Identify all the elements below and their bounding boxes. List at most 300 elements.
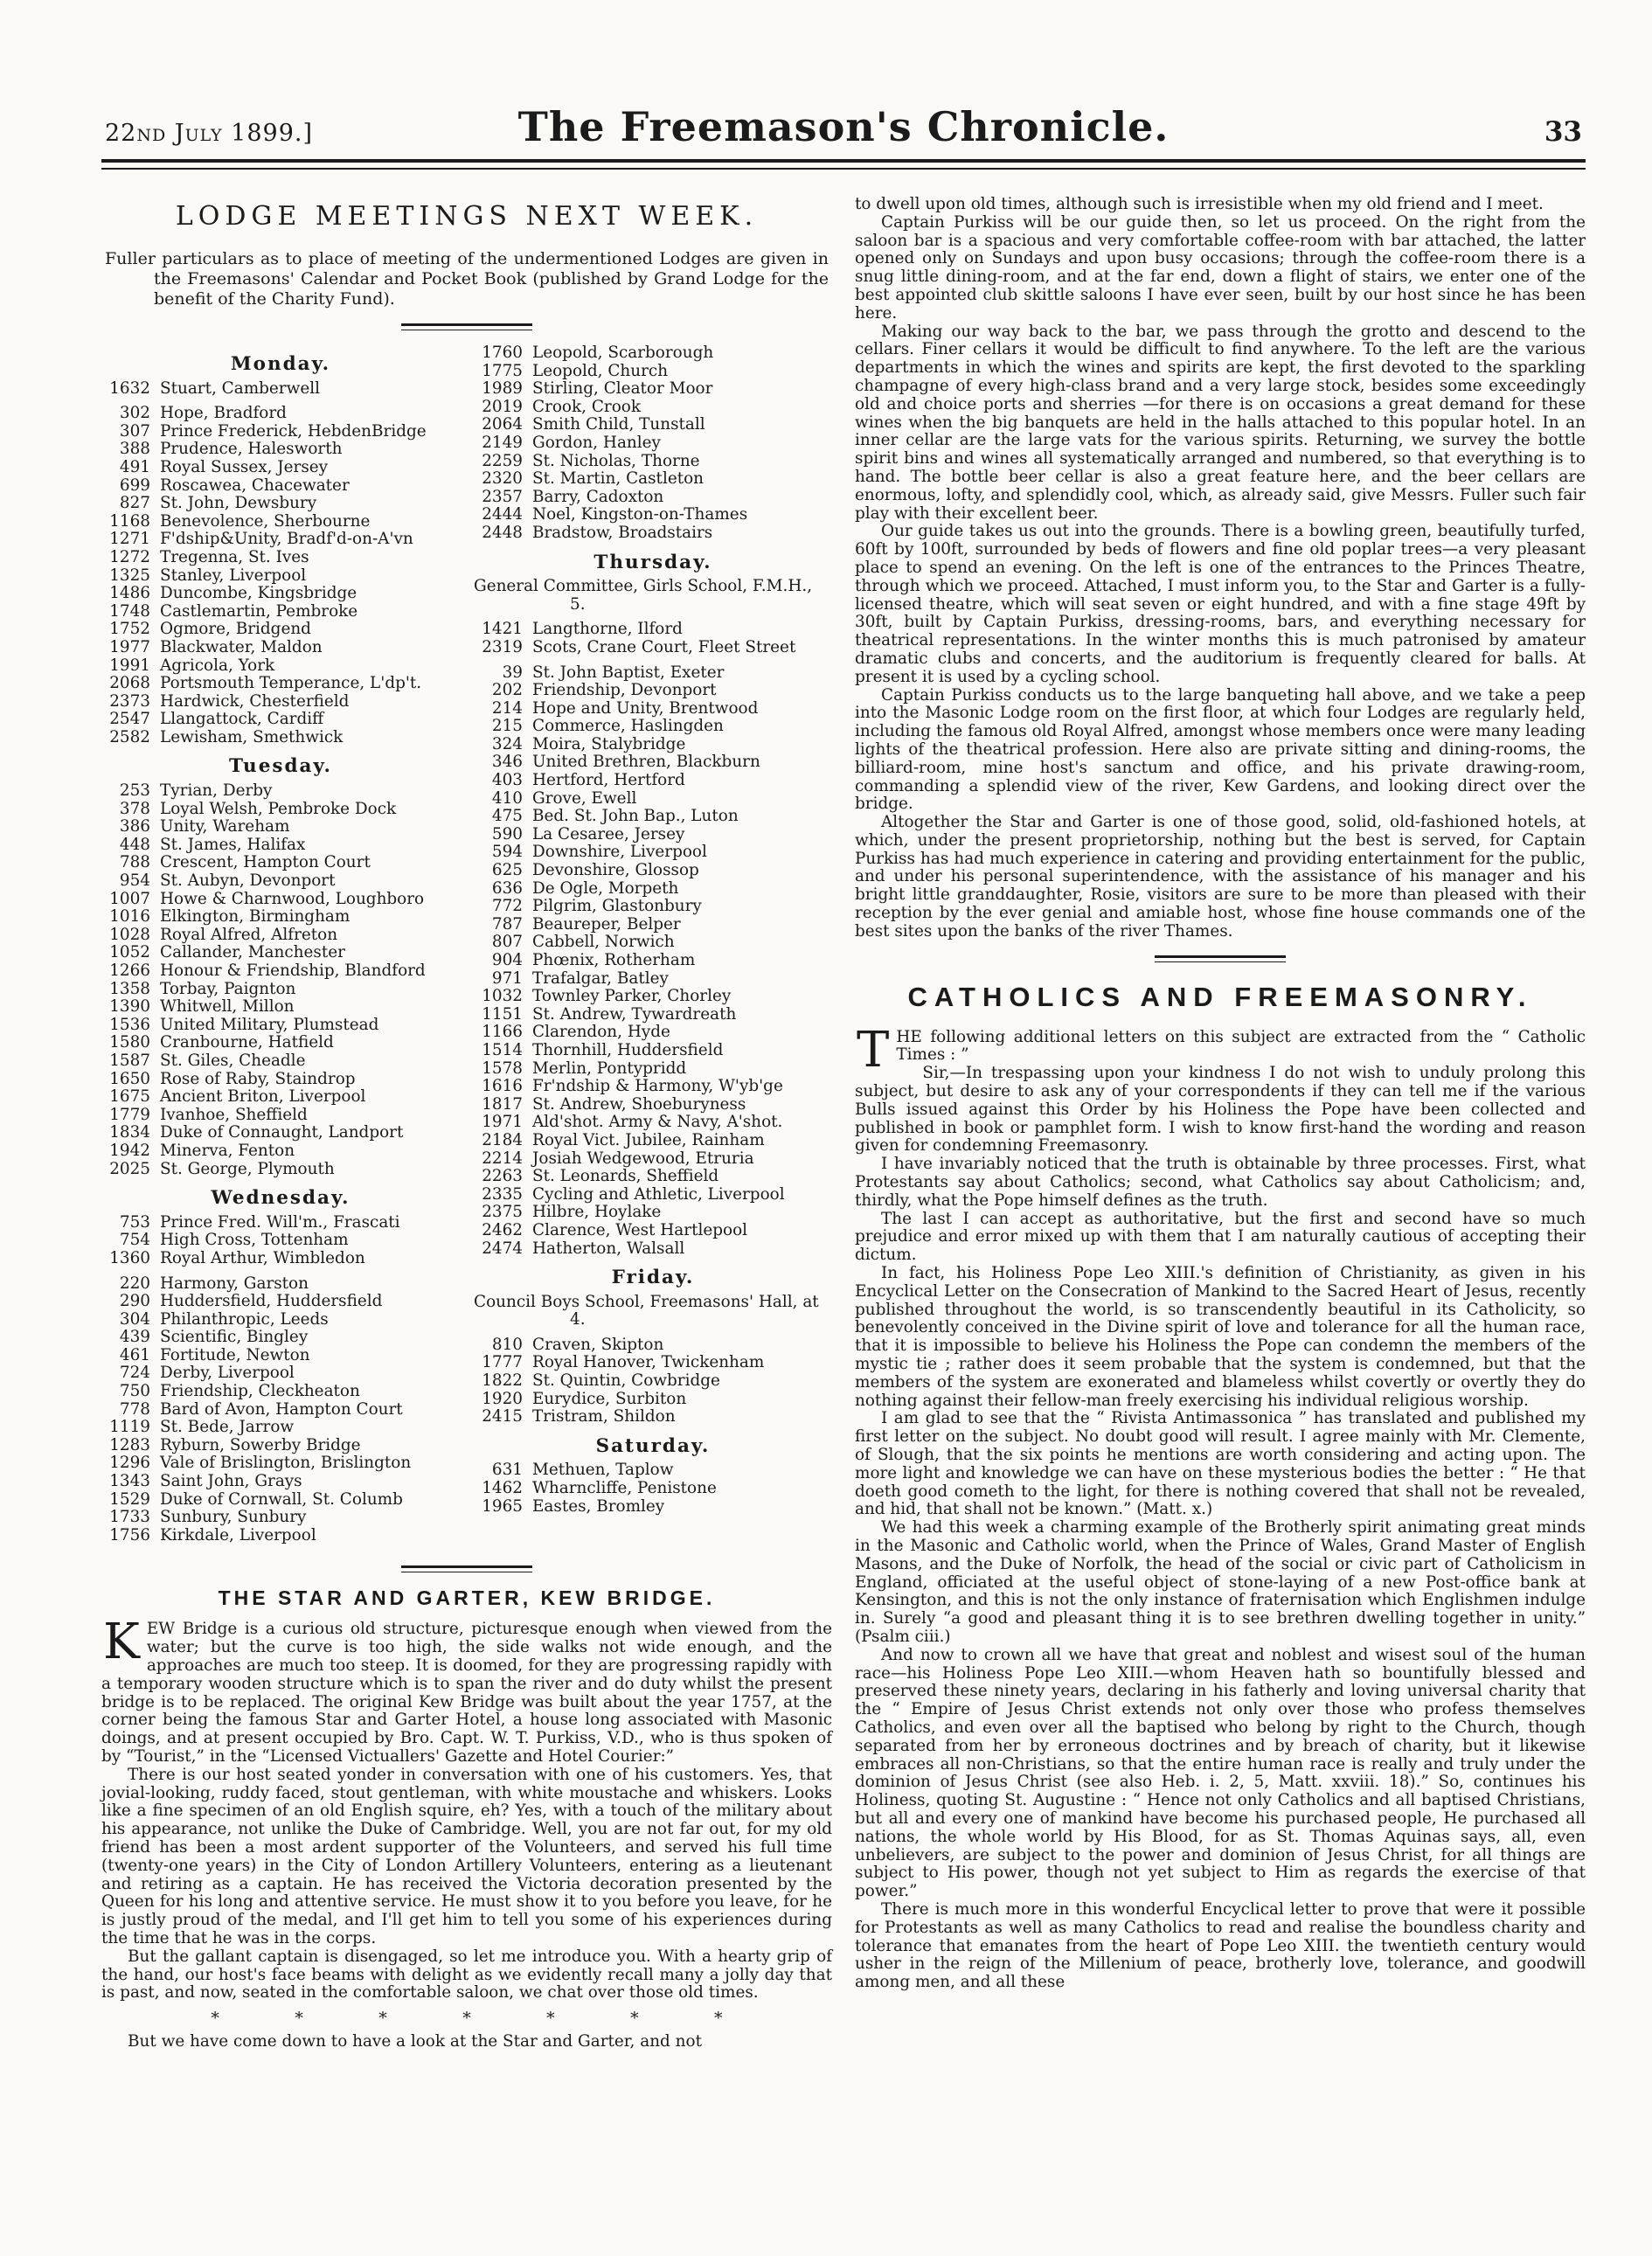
lodge-number: 778 [119,1399,150,1419]
lodge-name: Beaureper, Belper [532,914,681,934]
lodge-item [101,1088,460,1107]
lodge-number: 1390 [109,997,150,1017]
lodge-item [474,1078,832,1096]
star-garter-title: THE STAR AND GARTER, KEW BRIDGE. [218,1586,716,1610]
lodge-number: 403 [491,771,523,790]
lodge-number: 2184 [482,1130,523,1149]
lodge-name: Philanthropic, Leeds [160,1309,329,1329]
lodge-number: 1272 [109,547,150,566]
lodge-name: Thornhill, Huddersfield [532,1040,724,1059]
lodge-number: 1760 [482,344,523,362]
lodge-item [474,363,832,381]
catholics-paragraphs [855,1065,1586,1992]
lodge-name: Stirling, Cleator Moor [532,379,713,399]
lodge-name: Commerce, Haslingden [532,717,724,736]
lodge-item [101,1142,460,1161]
lodge-item [474,736,832,754]
lodge-number: 1325 [109,566,150,585]
section-rule [401,323,532,330]
lodge-item [101,1454,460,1473]
lodge-item [101,639,460,657]
lodge-number: 1775 [482,361,523,380]
lodge-number: 1650 [109,1069,150,1088]
lodge-number: 1965 [482,1496,523,1516]
lodge-name: Crescent, Hampton Court [160,853,371,872]
lodge-name: Friendship, Cleckheaton [160,1382,360,1401]
lodge-number: 1514 [482,1040,523,1059]
lodge-item [101,1275,460,1294]
lodge-item [474,843,832,862]
lodge-item [101,891,460,909]
lodge-item [474,470,832,489]
lodge-name: Fortitude, Newton [160,1345,310,1364]
lodge-number: 346 [491,753,523,772]
lodge-name: Duke of Cornwall, St. Columb [160,1489,403,1509]
lodge-number: 1360 [109,1248,150,1267]
paragraph: There is much more in this wonderful Encyclical letter to prove that were it possible for Protestants as well as many Catholics to read and realise the boundless charity and tolerance that emanates from the heart of Pope Leo XIII. the twentieth century would usher in the reign of the Millenium of peace, brotherly love, tolerance, and goodwill among men, and all these [855,1899,1586,1992]
day-heading: Monday. [230,353,331,375]
lodge-name: Trafalgar, Batley [532,968,669,988]
lodge-number: 904 [491,951,523,969]
catholics-title: CATHOLICS AND FREEMASONRY. [907,981,1533,1012]
lodge-number: 1271 [109,530,150,549]
lodge-name: Royal Arthur, Wimbledon [160,1248,365,1267]
lodge-number: 754 [119,1231,150,1250]
lodge-name: Devonshire, Glossop [532,861,699,880]
lodge-item [101,603,460,621]
lodge-number: 2547 [109,710,150,729]
lodge-item [474,1006,832,1024]
lodge-number: 220 [119,1274,150,1293]
lodge-name: Royal Hanover, Twickenham [532,1353,765,1372]
lodge-item [474,1096,832,1114]
right-column [855,196,1586,2051]
lodge-group [101,1275,460,1545]
lodge-number: 2462 [482,1220,523,1239]
issue-date: 22nd July 1899.] [105,120,313,147]
lodge-item [101,380,460,399]
left-column [101,196,832,2051]
lodge-name: Phœnix, Rotherham [532,951,696,969]
drop-cap: K [103,1614,140,1671]
lodge-number: 1151 [482,1004,523,1024]
paragraph: We had this week a charming example of the Brotherly spirit animating great minds in the Masonic and Catholic world, when the Prince of Wales, Grand Master of English Masons, and the Duke of Norfolk, the head of the social or civic part of Catholicism in England, officiated at the useful object of stone-laying of a new Post-office bank at Kensington, and this is not the only instance of fraternisation which Englishmen indulge in. Surely “a good and pleasant thing it is to see brethren dwelling together in unity.” (Psalm ciii.) [855,1518,1586,1646]
lodge-name: St. John, Dewsbury [160,494,317,513]
lodge-item [474,898,832,916]
lodge-item [474,808,832,826]
lodge-name: F'dship&Unity, Bradf'd-on-A'vn [160,530,413,549]
lodge-name: Hope and Unity, Brentwood [532,698,759,718]
lodge-name: Honour & Friendship, Blandford [160,961,426,980]
lodge-name: Scots, Crane Court, Fleet Street [532,637,796,656]
lodge-number: 590 [491,824,523,843]
lodge-number: 1942 [109,1141,150,1160]
lodge-number: 810 [491,1335,523,1354]
lodge-item [101,782,460,801]
lodge-item [101,854,460,872]
lodge-item [474,506,832,524]
lodge-item [474,453,832,471]
lodge-number: 2019 [482,397,523,416]
lodge-item: General Committee, Girls School, F.M.H., 5. [474,577,813,614]
lodge-number: 1168 [109,511,150,531]
lodge-name: Tregenna, St. Ives [160,547,309,566]
paragraph: to dwell upon old times, although such is irresistible when my old friend and I meet. [855,195,1544,213]
lodge-group [474,664,832,1259]
lodge-number: 439 [119,1328,150,1347]
lodge-number: 1016 [109,907,150,927]
lodge-number: 2373 [109,691,150,711]
lodge-item [101,585,460,603]
columns [101,196,1586,2051]
lodge-group [101,1214,460,1268]
lodge-number: 1578 [482,1059,523,1078]
lodge-lists [101,344,832,1551]
lodge-name: Ancient Briton, Liverpool [160,1087,366,1107]
lodge-name: Callander, Manchester [160,943,345,962]
lodge-item [101,1419,460,1437]
lodge-item [101,1052,460,1071]
lodge-name: Noel, Kingston-on-Thames [532,505,748,524]
lodge-name: Bed. St. John Bap., Luton [532,807,739,826]
lodge-name: St. Leonards, Sheffield [532,1167,719,1186]
lodge-number: 1616 [482,1077,523,1096]
lodge-item [101,513,460,531]
lodge-list-right [474,344,832,1551]
lodge-item: Council Boys School, Freemasons' Hall, at 4. [474,1292,819,1329]
lodge-number: 1822 [482,1371,523,1391]
lodge-name: Duncombe, Kingsbridge [160,584,357,603]
lodge-item [101,1293,460,1311]
lodge-number: 1462 [482,1479,523,1498]
star-garter-paragraphs [101,1767,832,2003]
paragraph: The last I can accept as authoritative, but the first and second have so much prejudice and error mixed up with them that I am naturally cautious of accepting their dictum. [855,1209,1586,1265]
paragraph: Making our way back to the bar, we pass through the grotto and descend to the cellars. Finer cellars it would be difficult to find anywhere. To the left are the various departments in which the wines and spirits are kept, the first devoted to the sparkling champagne of every high-class brand and a very large stock, besides some exceedingly old and choice ports and sherries —for there is on occasions a great demand for these wines when the big banquets are held in the halls attached to this popular hotel. In an inner cellar are the large vats for the various spirits. Returning, we survey the bottle spirit bins and wines all systematically arranged and numbered, so that everything is to hand. The bottle beer cellar is also a great feature here, and the beer cellars are enormous, lofty, and splendidly cool, which, as already said, give Messrs. Fuller such fair play with their excellent beer. [855,322,1586,523]
lodge-item [101,693,460,712]
lodge-name: Tristram, Shildon [532,1407,676,1426]
lodge-number: 1421 [482,620,523,639]
lodge-item [474,524,832,543]
lodge-name: St. John Baptist, Exeter [532,663,725,682]
lodge-name: Duke of Connaught, Landport [160,1123,404,1142]
lodge-name: Unity, Wareham [160,817,290,836]
lodge-name: Townley Parker, Chorley [532,987,732,1006]
lodge-name: Howe & Charnwood, Loughboro [160,889,425,908]
lodge-number: 787 [491,914,523,934]
lodge-item [101,405,460,423]
lodge-item [474,344,832,363]
lodge-name: Ogmore, Bridgend [160,620,311,639]
lodge-number: 699 [119,475,150,495]
day-heading: Wednesday. [211,1187,351,1210]
lodge-item [101,927,460,945]
lodge-name: Derby, Liverpool [160,1364,295,1383]
lodge-item [474,934,832,952]
lodge-number: 461 [119,1345,150,1364]
lodge-item [474,489,832,507]
lodge-number: 1779 [109,1105,150,1124]
lodge-name: St. Bede, Jarrow [160,1418,295,1437]
lodge-number: 2319 [482,637,523,656]
lodge-name: Royal Sussex, Jersey [160,457,329,476]
lodge-number: 386 [119,817,150,836]
lodge-name: United Military, Plumstead [160,1015,379,1034]
lodge-number: 1032 [482,987,523,1006]
lodge-number: 1119 [109,1418,150,1437]
lodge-item [474,1372,832,1391]
lodge-group [101,782,460,1178]
lodge-item [101,1347,460,1365]
lodge-item [474,1461,832,1480]
lodge-item [101,441,460,459]
lodge-number: 290 [119,1292,150,1311]
lodge-name: Cycling and Athletic, Liverpool [532,1184,785,1204]
lodge-number: 1536 [109,1015,150,1034]
asterisk: * [714,2009,723,2029]
paragraph-text: HE following additional letters on this subject are extracted from the “ Catholic Times : ” [896,1027,1586,1065]
lodge-number: 378 [119,799,150,818]
lodge-item [101,477,460,496]
lodge-name: Prudence, Halesworth [160,440,343,459]
paragraph: In fact, his Holiness Pope Leo XIII.'s definition of Christianity, as given in his Encyclical Letter on the Consecration of Mankind to the Sacred Heart of Jesus, recently published throughout the world, is so transcendently beautiful in its Catholicity, so benevolently conceived in the Divine spirit of love and tolerance for all the human race, that it is impossible to believe his Holiness the Pope can condemn the members of the mystic tie ; rather does it seem probable that the system is condemned, but that the members of the system are exonerated and blameless whilst covertly or overtly they do nothing against their fellow-man freely exercising his individual religious worship. [855,1264,1586,1410]
lodge-number: 1052 [109,943,150,962]
lodge-item [474,952,832,970]
masthead-title: The Freemason's Chronicle. [517,103,1170,150]
lodge-name: Barry, Cadoxton [532,487,664,506]
lodge-number: 2214 [482,1149,523,1168]
lodge-number: 1587 [109,1051,150,1070]
lodge-name: Agricola, York [160,656,275,675]
lodge-item [474,1391,832,1409]
lodge-number: 971 [491,968,523,988]
lodge-name: St. Nicholas, Thorne [532,451,700,470]
lodge-number: 1748 [109,601,150,621]
lodge-item [101,962,460,981]
lodge-name: Merlin, Pontypridd [532,1059,687,1078]
lodge-name: Prince Fred. Will'm., Frascati [160,1212,400,1232]
lodge-number: 1989 [482,379,523,399]
lodge-name: Harmony, Garston [160,1274,309,1293]
lodge-item [474,621,832,639]
lodge-name: St. Aubyn, Devonport [160,871,336,891]
lodge-number: 1296 [109,1454,150,1473]
lodge-number: 491 [119,457,150,476]
paragraph [855,1021,1586,1079]
lodge-name: La Cesaree, Jersey [532,824,685,843]
lodge-number: 2259 [482,451,523,470]
lodge-item [474,1132,832,1150]
lodge-number: 1632 [109,378,150,398]
lodge-number: 2444 [482,505,523,524]
lodge-name: Tyrian, Derby [160,781,273,801]
lodge-number: 1028 [109,925,150,944]
lodge-item [474,380,832,399]
asterisk: * [211,2009,219,2029]
lodge-number: 1920 [482,1389,523,1408]
lodge-name: Hope, Bradford [160,404,287,423]
asterisk: * [546,2009,555,2029]
lodge-number: 1529 [109,1489,150,1509]
lodge-item [101,836,460,855]
lodge-name: Whitwell, Millon [160,997,295,1017]
lodge-item [474,1186,832,1204]
lodge-number: 1834 [109,1123,150,1142]
lodge-number: 410 [491,788,523,808]
drop-cap: T [857,1021,890,1079]
lodge-number: 1777 [482,1353,523,1372]
lodge-item [101,531,460,549]
lodge-number: 2064 [482,415,523,434]
lodge-number: 1733 [109,1508,150,1527]
lodge-item [101,998,460,1017]
star-garter-continuation [855,196,1586,941]
lodge-item [101,1250,460,1268]
section-rule [401,1565,532,1572]
lodge-number: 2025 [109,1159,150,1178]
lodge-item [474,700,832,718]
day-heading: Tuesday. [229,755,332,778]
lodge-item [474,988,832,1006]
lodge-number: 388 [119,440,150,459]
lodge-name: Hilbre, Hoylake [532,1203,662,1222]
day-heading: Friday. [611,1267,695,1289]
lodge-item [474,753,832,772]
lodge-group [474,578,832,614]
lodge-name: Moira, Stalybridge [532,734,686,753]
lodge-number: 39 [502,663,523,682]
paragraph: Our guide takes us out into the grounds. There is a bowling green, beautifully turfed, 60ft by 100ft, surrounded by beds of flowers and fine old poplar trees—a very pleasant place to spend an evening. On the left is one of the entrances to the Princes Theatre, through which we proceed. Attached, I must inform you, to the Star and Garter is a fully-licensed theatre, which will seat seven or eight hundred, and with a fine stage 49ft by 30ft, built by Captain Purkiss, dressing-rooms, bars, and everything necessary for theatrical representations. In the winter months this is much patronised by amateur dramatic clubs and concerts, and the auditorium is frequently cleared for balls. At present it is used by a cycling school. [855,522,1586,686]
lodge-item [474,1114,832,1132]
lodge-item [101,1383,460,1401]
lodge-item [474,416,832,434]
paragraph [101,1614,832,1766]
lodge-number: 202 [491,681,523,700]
lodge-item [101,981,460,999]
lodge-item [474,399,832,417]
paragraph: Captain Purkiss conducts us to the large banqueting hall above, and we take a peep into the Masonic Lodge room on the first floor, at which four Lodges are regularly held, including the famous old Royal Alfred, amongst whose members once were many leading lights of the theatrical profession. Here also are private sitting and dining-rooms, the billiard-room, mine host's sanctum and office, and his private drawing-room, commanding a splendid view of the river, Kew Gardens, and looking direct over the bridge. [855,685,1586,814]
lodge-item [101,1232,460,1250]
lodge-item [101,675,460,693]
lodge-item [474,790,832,809]
lodge-name: St. James, Halifax [160,835,306,854]
lodge-name: Loyal Welsh, Pembroke Dock [160,799,397,818]
lodge-number: 448 [119,835,150,854]
lodge-name: Portsmouth Temperance, L'dp't. [160,674,422,693]
lodge-name: Wharncliffe, Penistone [532,1479,717,1498]
lodge-item [101,1107,460,1125]
lodge-number: 753 [119,1212,150,1232]
lodge-name: Clarence, West Hartlepool [532,1220,748,1239]
lodge-group [474,1336,832,1426]
asterisk: * [295,2009,303,2029]
paragraph: Captain Purkiss will be our guide then, so let us proceed. On the right from the saloon bar is a spacious and very comfortable coffee-room with bar attached, the latter opened only on Sundays and upon busy occasions; through the coffee-room there is a snug little dining-room, and at the far end, down a flight of stairs, we enter one of the best appointed club skittle saloons I have ever seen, built by our host since he has been here. [855,212,1586,323]
day-heading: Thursday. [593,551,712,573]
page-number: 33 [1544,116,1582,148]
lodge-number: 1675 [109,1087,150,1107]
lodge-number: 253 [119,781,150,801]
lodge-name: Roscawea, Chacewater [160,475,350,495]
lodge-number: 750 [119,1382,150,1401]
lodge-number: 2415 [482,1407,523,1426]
lodge-name: Craven, Skipton [532,1335,664,1354]
lodge-name: Gordon, Hanley [532,433,661,452]
lodge-item [474,916,832,934]
lodge-item [101,729,460,747]
lodge-number: 1166 [482,1023,523,1042]
lodge-name: United Brethren, Blackburn [532,753,760,772]
lodge-name: Cabbell, Norwich [532,933,675,952]
lodge-number: 807 [491,933,523,952]
lodge-item [474,1042,832,1060]
paragraph: Altogether the Star and Garter is one of those good, solid, old-fashioned hotels, at which, under the present proprietorship, nothing but the best is served, for Captain Purkiss has had much experience in catering and providing entertainment for the public, and under his personal superintendence, with the assistance of his manager and his bright little granddaughter, Rosie, visitors are sure to be more than pleased with their reception by the ever genial and amiable host, whose fine house commands one of the best sites upon the banks of the river Thames. [855,813,1586,941]
lodge-number: 631 [491,1461,523,1480]
lodge-number: 724 [119,1364,150,1383]
lodge-item [474,434,832,453]
lodge-item [101,1509,460,1527]
lodge-name: Kirkdale, Liverpool [160,1525,316,1544]
lodge-item [101,1527,460,1545]
asterisk-separator [211,2009,722,2028]
lodge-number: 475 [491,807,523,826]
lodge-name: St. Andrew, Tywardreath [532,1004,737,1024]
lodge-number: 788 [119,853,150,872]
lodge-number: 2263 [482,1167,523,1186]
lodge-number: 1977 [109,637,150,656]
paragraph: But the gallant captain is disengaged, so let me introduce you. With a hearty grip of the hand, our host's face beams with delight as we evidently recall many a jolly day that is past, and now, seated in the comfortable saloon, we chat over those old times. [101,1947,832,2003]
lodge-name: Minerva, Fenton [160,1141,295,1160]
lodge-name: De Ogle, Morpeth [532,878,679,898]
lodge-name: Clarendon, Hyde [532,1023,670,1042]
lodge-number: 2375 [482,1203,523,1222]
lodge-name: Benevolence, Sherbourne [160,511,371,531]
lodge-number: 2149 [482,433,523,452]
lodge-name: Rose of Raby, Staindrop [160,1069,356,1088]
lodge-item [101,1161,460,1179]
lodge-meetings-intro: Fuller particulars as to place of meeting of the undermentioned Lodges are given in the Freemasons' Calendar and Pocket Book (published by Grand Lodge for the benefit of the Charity Fund). [105,249,829,309]
lodge-number: 1756 [109,1525,150,1544]
lodge-group [474,1461,832,1516]
lodge-name: Scientific, Bingley [160,1328,309,1347]
lodge-item [474,970,832,989]
lodge-name: Blackwater, Maldon [160,637,323,656]
lodge-number: 2335 [482,1184,523,1204]
lodge-item [474,826,832,844]
lodge-name: Ryburn, Sowerby Bridge [160,1435,361,1454]
asterisk: * [630,2009,639,2029]
lodge-number: 636 [491,878,523,898]
lodge-name: Elkington, Birmingham [160,907,351,927]
lodge-item [474,862,832,880]
lodge-item [101,1491,460,1510]
lodge-name: Vale of Brislington, Brislington [160,1454,412,1473]
lodge-number: 324 [491,734,523,753]
lodge-name: St. Quintin, Cowbridge [532,1371,720,1391]
paragraph: I am glad to see that the “ Rivista Antimassonica ” has translated and published my first letter on the subject. No doubt good will result. I agree mainly with Mr. Clemente, of Slough, that the six points he mentions are worth considering and acting upon. The more light and knowledge we can have on these mysterious bodies the better : “ He that doeth good cometh to the light, for there is nothing covered that shall not be revealed, and hid, that shall not be known.” (Matt. x.) [855,1409,1586,1519]
lodge-name: Eastes, Bromley [532,1496,665,1516]
lodge-name: Leopold, Church [532,361,669,380]
lodge-item [101,1401,460,1420]
lodge-item [474,1150,832,1169]
lodge-number: 2357 [482,487,523,506]
lodge-name: Josiah Wedgewood, Etruria [532,1149,754,1168]
lodge-meetings-title: LODGE MEETINGS NEXT WEEK. [175,201,759,232]
lodge-item [474,639,832,657]
lodge-number: 215 [491,717,523,736]
lodge-item [101,908,460,927]
lodge-group [101,380,460,399]
lodge-name: Eurydice, Surbiton [532,1389,687,1408]
lodge-item [101,459,460,477]
